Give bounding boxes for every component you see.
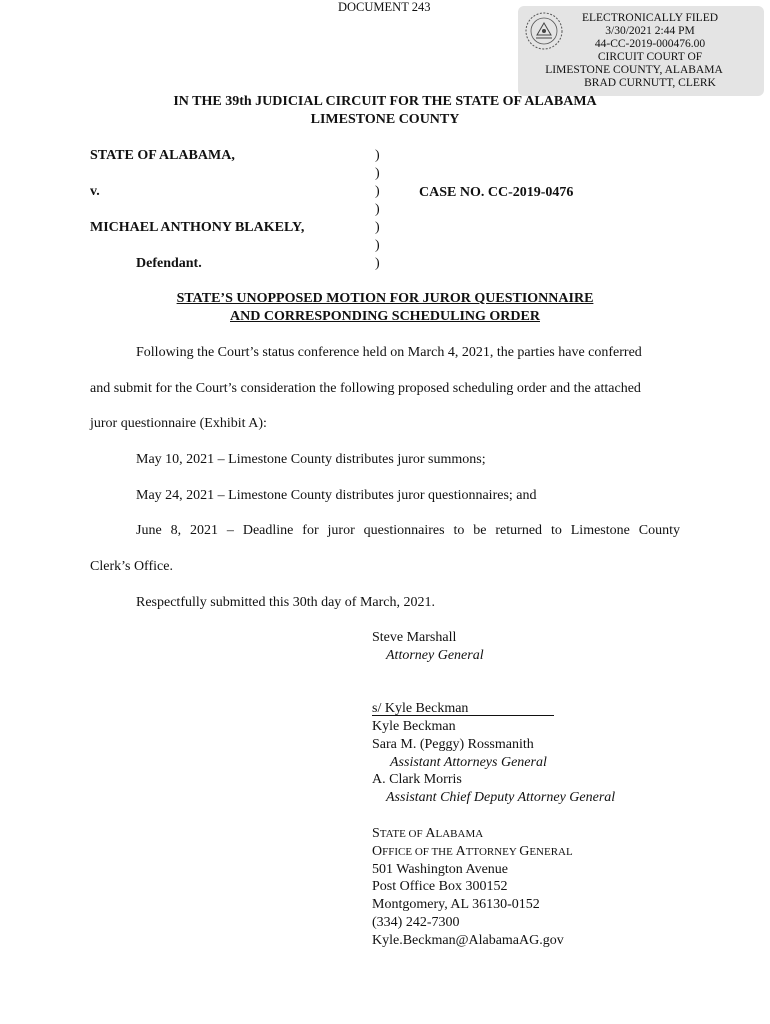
office-name: OFFICE OF THE ATTORNEY GENERAL <box>372 844 573 859</box>
attorney-title-2: Assistant Attorneys General <box>390 755 547 770</box>
document-number: DOCUMENT 243 <box>338 0 431 14</box>
attorney-name-1: Kyle Beckman <box>372 719 456 734</box>
county-heading: LIMESTONE COUNTY <box>310 112 460 127</box>
stamp-line-county: LIMESTONE COUNTY, ALABAMA <box>545 64 723 76</box>
paragraph-1-line-3: juror questionnaire (Exhibit A): <box>90 416 267 431</box>
defendant-name: MICHAEL ANTHONY BLAKELY, <box>90 220 305 235</box>
case-number: CASE NO. CC-2019-0476 <box>419 185 574 200</box>
stamp-line-court: CIRCUIT COURT OF <box>597 51 703 63</box>
office-organization: STATE OF ALABAMA <box>372 826 484 841</box>
caption-paren: ) <box>375 202 380 217</box>
caption-paren: ) <box>375 256 380 271</box>
caption-paren: ) <box>375 166 380 181</box>
caption-paren: ) <box>375 148 380 163</box>
defendant-label: Defendant. <box>136 256 202 271</box>
schedule-item-3-line-1: June 8, 2021 – Deadline for juror questionnaires to be returned to Limestone County <box>136 523 680 538</box>
versus: v. <box>90 184 100 199</box>
paragraph-1-line-1: Following the Court’s status conference held on March 4, 2021, the parties have conferred <box>136 345 642 360</box>
stamp-line-filed: ELECTRONICALLY FILED <box>581 12 719 24</box>
email-address: Kyle.Beckman@AlabamaAG.gov <box>372 933 564 948</box>
phone-number: (334) 242-7300 <box>372 915 460 930</box>
paragraph-1-line-2: and submit for the Court’s consideration the following proposed scheduling order and the attached <box>90 381 641 396</box>
motion-title-line2: AND CORRESPONDING SCHEDULING ORDER <box>230 309 540 324</box>
attorney-name-3: A. Clark Morris <box>372 772 462 787</box>
caption-paren: ) <box>375 184 380 199</box>
city-state-zip: Montgomery, AL 36130-0152 <box>372 897 540 912</box>
electronic-signature: s/ Kyle Beckman <box>372 701 469 716</box>
attorney-title-3: Assistant Chief Deputy Attorney General <box>386 790 616 805</box>
stamp-line-datetime: 3/30/2021 2:44 PM <box>605 25 695 37</box>
caption-paren: ) <box>375 220 380 235</box>
schedule-item-3-line-2: Clerk’s Office. <box>90 559 173 574</box>
closing-statement: Respectfully submitted this 30th day of March, 2021. <box>136 595 436 610</box>
stamp-line-case-number: 44-CC-2019-000476.00 <box>594 38 706 50</box>
po-box: Post Office Box 300152 <box>372 879 508 894</box>
attorney-name-2: Sara M. (Peggy) Rossmanith <box>372 737 534 752</box>
attorney-general-name: Steve Marshall <box>372 630 457 645</box>
attorney-general-title: Attorney General <box>386 648 484 663</box>
plaintiff-name: STATE OF ALABAMA, <box>90 148 235 163</box>
signature-line <box>372 715 554 716</box>
court-heading: IN THE 39th JUDICIAL CIRCUIT FOR THE STATE OF ALABAMA <box>173 94 597 109</box>
schedule-item-2: May 24, 2021 – Limestone County distributes juror questionnaires; and <box>136 488 537 503</box>
stamp-line-clerk: BRAD CURNUTT, CLERK <box>584 77 716 89</box>
caption-paren: ) <box>375 238 380 253</box>
street-address: 501 Washington Avenue <box>372 862 509 877</box>
motion-title-line1: STATE’S UNOPPOSED MOTION FOR JUROR QUESTIONNAIRE <box>176 291 594 306</box>
schedule-item-1: May 10, 2021 – Limestone County distributes juror summons; <box>136 452 486 467</box>
